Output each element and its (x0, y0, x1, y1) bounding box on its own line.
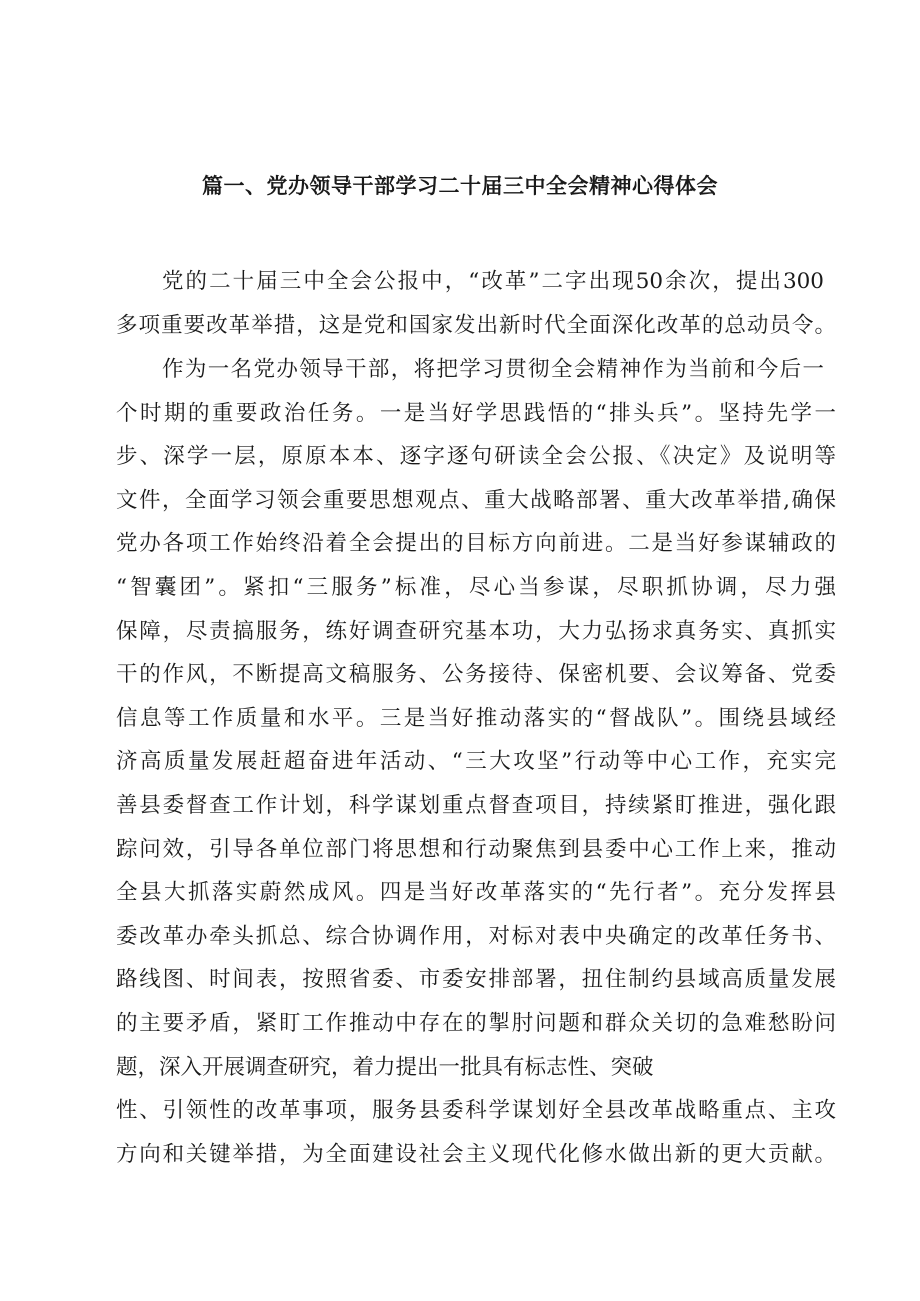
paragraph-line: 个时期的重要政治任务。一是当好学思践悟的“排头兵”。坚持先学一 (116, 401, 836, 426)
paragraph-line: “智囊团”。紧扣“三服务”标准，尽心当参谋，尽职抓协调，尽力强 (116, 575, 836, 600)
paragraph-line: 文件，全面学习领会重要思想观点、重大战略部署、重大改革举措,确保 (116, 488, 836, 513)
paragraph-line: 路线图、时间表，按照省委、市委安排部署，扭住制约县域高质量发展 (116, 967, 836, 992)
paragraph-line: 性、引领性的改革事项，服务县委科学谋划好全县改革战略重点、主攻 (116, 1098, 836, 1123)
paragraph-line: 的主要矛盾，紧盯工作推动中存在的掣肘问题和群众关切的急难愁盼问 (116, 1011, 836, 1036)
paragraph-line: 多项重要改革举措，这是党和国家发出新时代全面深化改革的总动员令。 (116, 313, 836, 338)
paragraph-line: 全县大抓落实蔚然成风。四是当好改革落实的“先行者”。充分发挥县 (116, 880, 836, 905)
paragraph-line: 方向和关键举措，为全面建设社会主义现代化修水做出新的更大贡献。 (116, 1142, 836, 1167)
paragraph-line: 踪问效，引导各单位部门将思想和行动聚焦到县委中心工作上来，推动 (116, 837, 836, 862)
paragraph-line: 济高质量发展赶超奋进年活动、“三大攻坚”行动等中心工作，充实完 (116, 749, 836, 774)
paragraph-line: 干的作风，不断提高文稿服务、公务接待、保密机要、会议筹备、党委 (116, 662, 836, 687)
paragraph-line: 作为一名党办领导干部，将把学习贯彻全会精神作为当前和今后一 (162, 357, 824, 382)
paragraph-line: 党办各项工作始终沿着全会提出的目标方向前进。二是当好参谋辅政的 (116, 531, 836, 556)
paragraph-line: 保障，尽责搞服务，练好调查研究基本功，大力弘扬求真务实、真抓实 (116, 619, 836, 644)
paragraph-line: 党的二十届三中全会公报中，“改革”二字出现50余次，提出300 (162, 269, 824, 294)
paragraph-line: 题，深入开展调查研究，着力提出一批具有标志性、突破 (116, 1055, 654, 1080)
document-title: 篇一、党办领导干部学习二十届三中全会精神心得体会 (202, 174, 718, 198)
paragraph-line: 善县委督查工作计划，科学谋划重点督查项目，持续紧盯推进，强化跟 (116, 793, 836, 818)
paragraph-line: 委改革办牵头抓总、综合协调作用，对标对表中央确定的改革任务书、 (116, 924, 836, 949)
paragraph-line: 信息等工作质量和水平。三是当好推动落实的“督战队”。围绕县域经 (116, 706, 836, 731)
paragraph-line: 步、深学一层，原原本本、逐字逐句研读全会公报、《决定》及说明等 (116, 444, 836, 469)
